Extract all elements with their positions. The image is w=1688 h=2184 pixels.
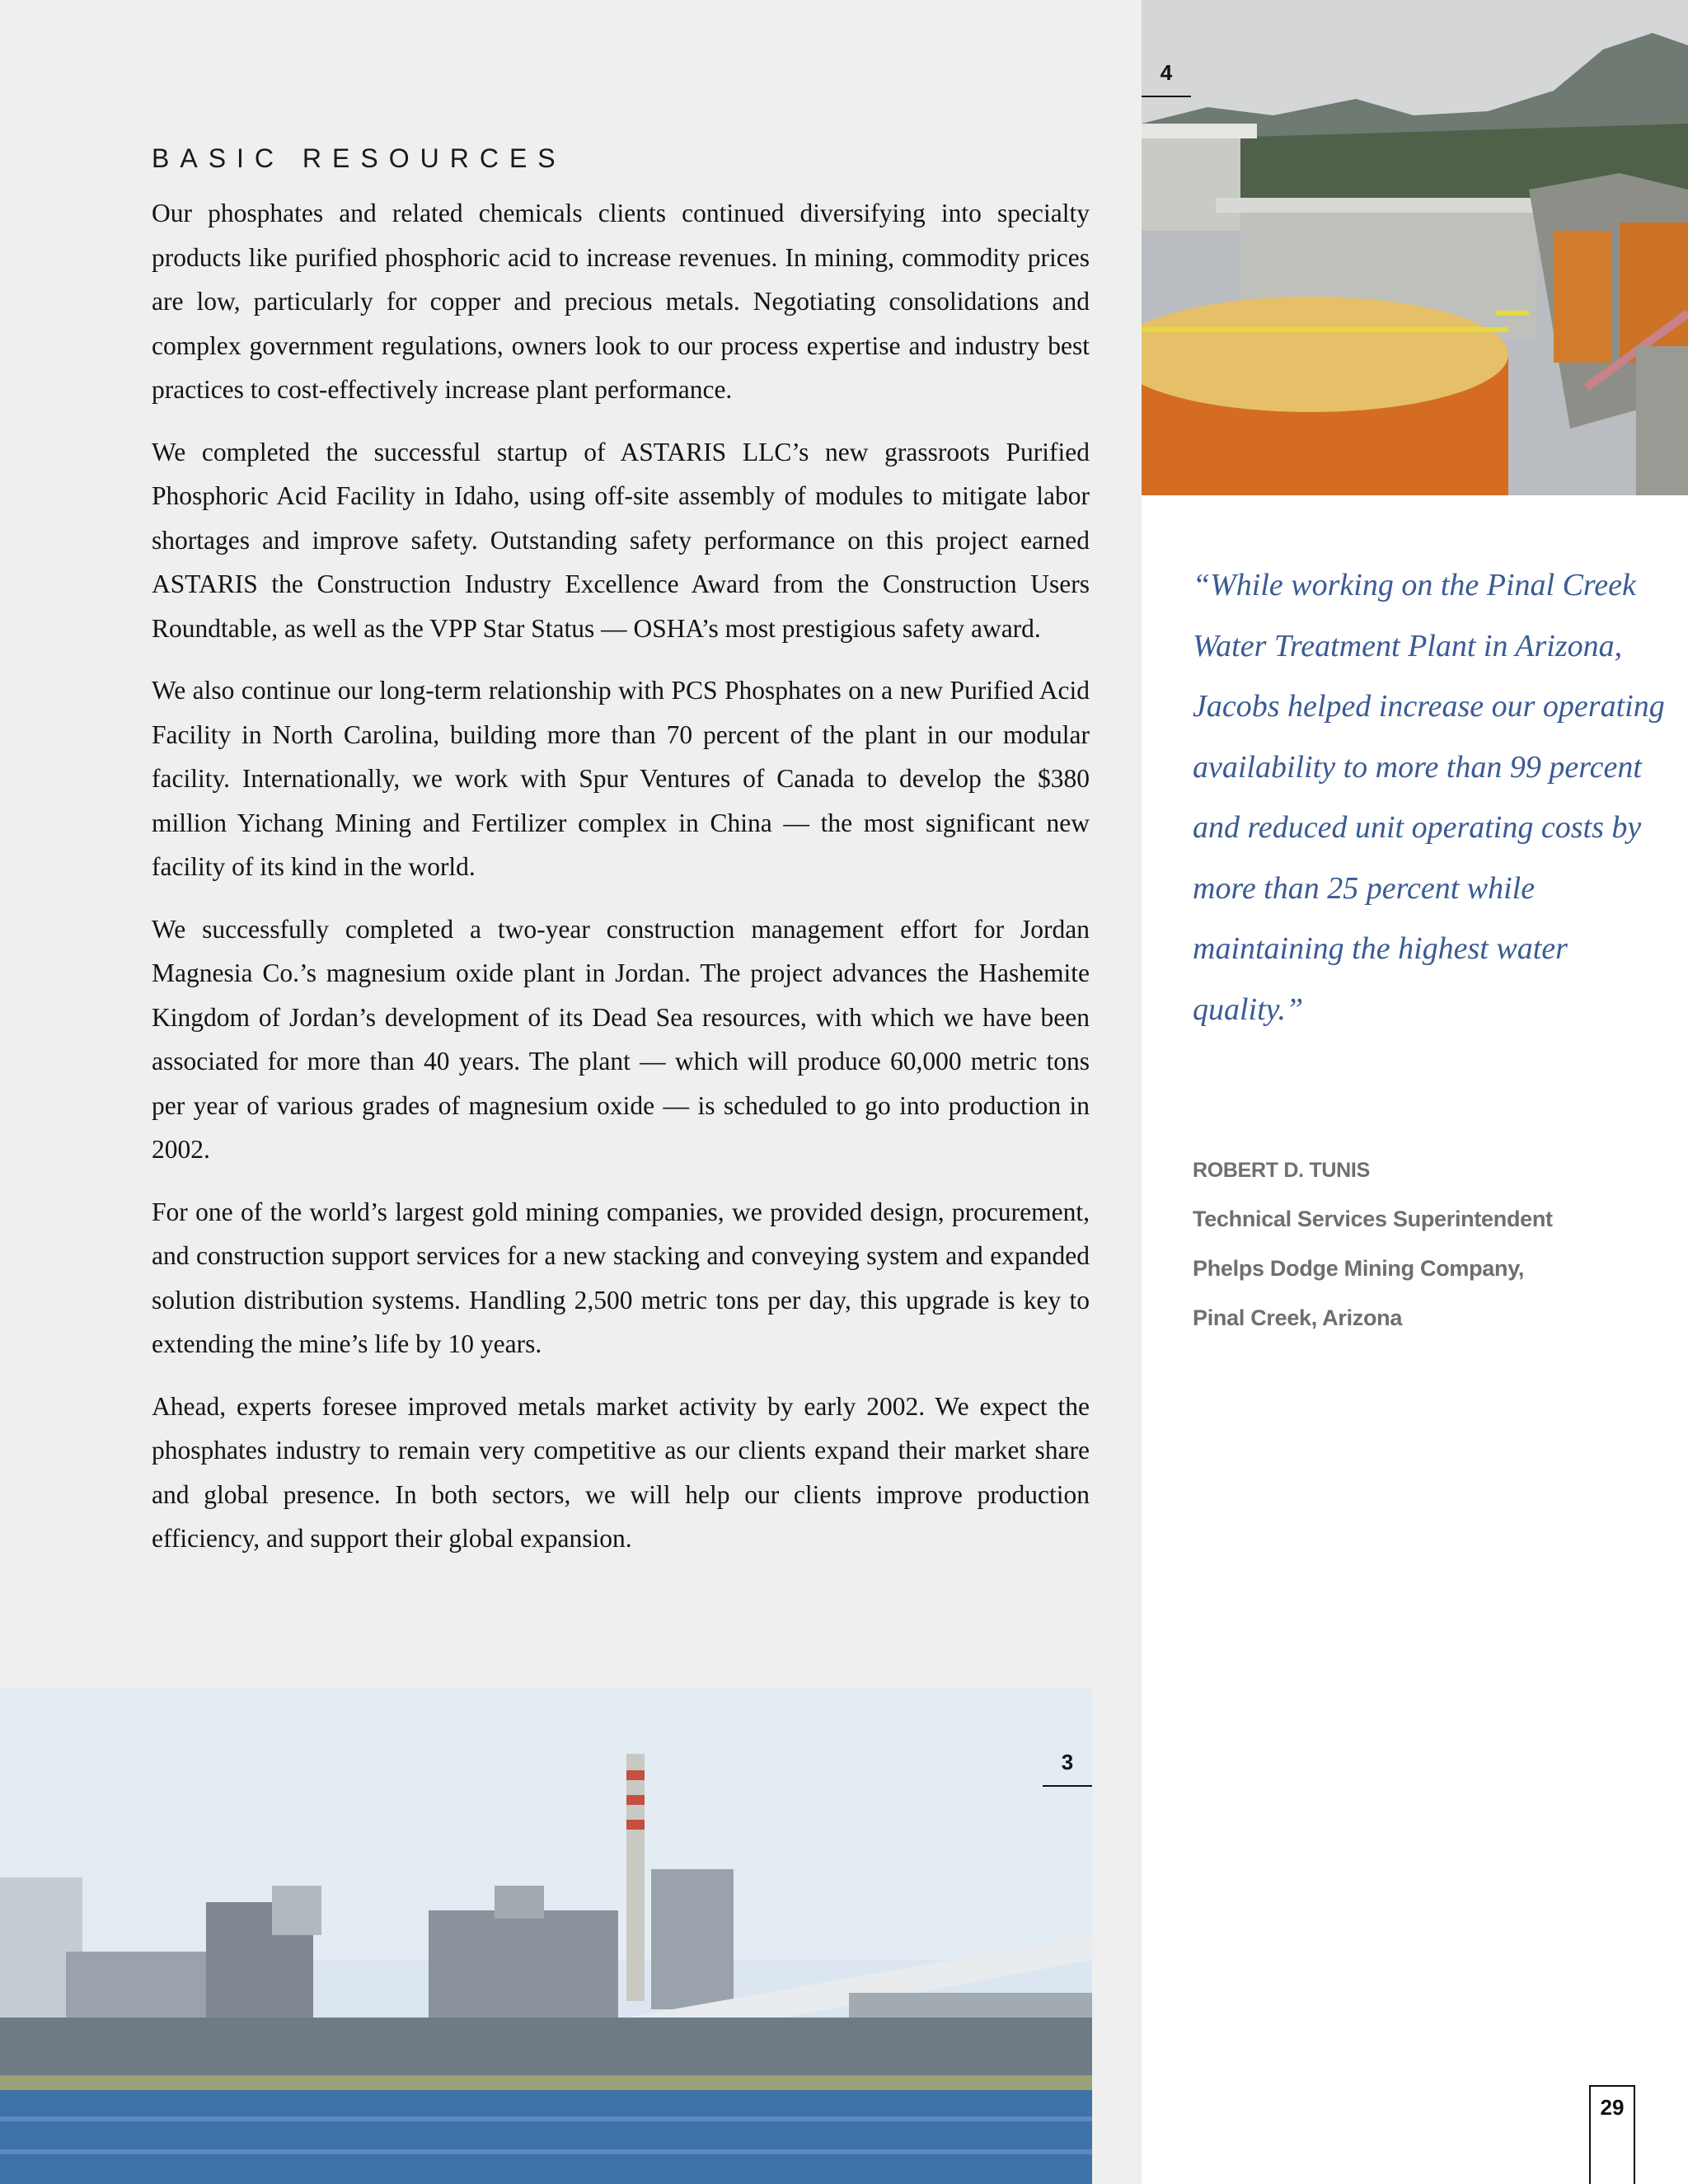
paragraph: We completed the successful startup of ASTARIS LLC’s new grassroots Purified Phosphoric Acid Facility in Idaho, using off-site assembly of modules to mitigate labor shortages and improve safety. Outstanding safety performance on this project earned ASTARIS the Construction Industry Excellence Award from the Construction Users Roundtable, as well as the VPP Star Status — OSHA’s most prestigious safety award. (152, 437, 1090, 643)
quote-author-name: ROBERT D. TUNIS (1193, 1159, 1370, 1182)
page-number: 29 (1589, 2085, 1635, 2184)
pull-quote: “While working on the Pinal Creek Water Treatment Plant in Arizona, Jacobs helped increase our operating availability to more than 99 percent and reduced unit operating costs by more than 25 percent while maintaining the highest water quality.” (1193, 568, 1665, 1027)
paragraph: Our phosphates and related chemicals clients continued diversifying into specialty products like purified phosphoric acid to increase revenues. In mining, commodity prices are low, particularly for copper and precious metals. Negotiating consolidations and complex government regulations, owners look to our process expertise and industry best practices to cost-effectively increase plant performance. (152, 199, 1090, 404)
body-text (152, 191, 1090, 1579)
section-heading: BASIC RESOURCES (152, 143, 566, 173)
figure-number-4: 4 (1142, 54, 1191, 97)
paragraph: We also continue our long-term relationship with PCS Phosphates on a new Purified Acid Facility in North Carolina, building more than 70 percent of the plant in our modular facility. Internationally, we work with Spur Ventures of Canada to develop the $380 million Yichang Mining and Fertilizer complex in China — the most significant new facility of its kind in the world. (152, 676, 1090, 881)
paragraph: For one of the world’s largest gold mining companies, we provided design, procurement, and construction support services for a new stacking and conveying system and expanded solution distribution systems. Handling 2,500 metric tons per day, this upgrade is key to extending the mine’s life by 10 years. (152, 1197, 1090, 1358)
quote-author-company: Phelps Dodge Mining Company, (1193, 1256, 1525, 1281)
quote-author-title: Technical Services Superintendent (1193, 1207, 1553, 1231)
quote-author-location: Pinal Creek, Arizona (1193, 1305, 1403, 1330)
paragraph: Ahead, experts foresee improved metals market activity by early 2002. We expect the phosphates industry to remain very competitive as our clients expand their market share and global presence. In both sectors, we will help our clients improve production efficiency, and support their global expansion. (152, 1391, 1090, 1553)
paragraph: We successfully completed a two-year construction management effort for Jordan Magnesia Co.’s magnesium oxide plant in Jordan. The project advances the Hashemite Kingdom of Jordan’s development of its Dead Sea resources, with which we have been associated for more than 40 years. The plant — which will produce 60,000 metric tons per year of various grades of magnesium oxide — is scheduled to go into production in 2002. (152, 914, 1090, 1164)
photo-industrial-plant (0, 1688, 1092, 2184)
figure-number-3: 3 (1043, 1744, 1092, 1787)
photo-water-treatment-plant (1142, 0, 1688, 495)
